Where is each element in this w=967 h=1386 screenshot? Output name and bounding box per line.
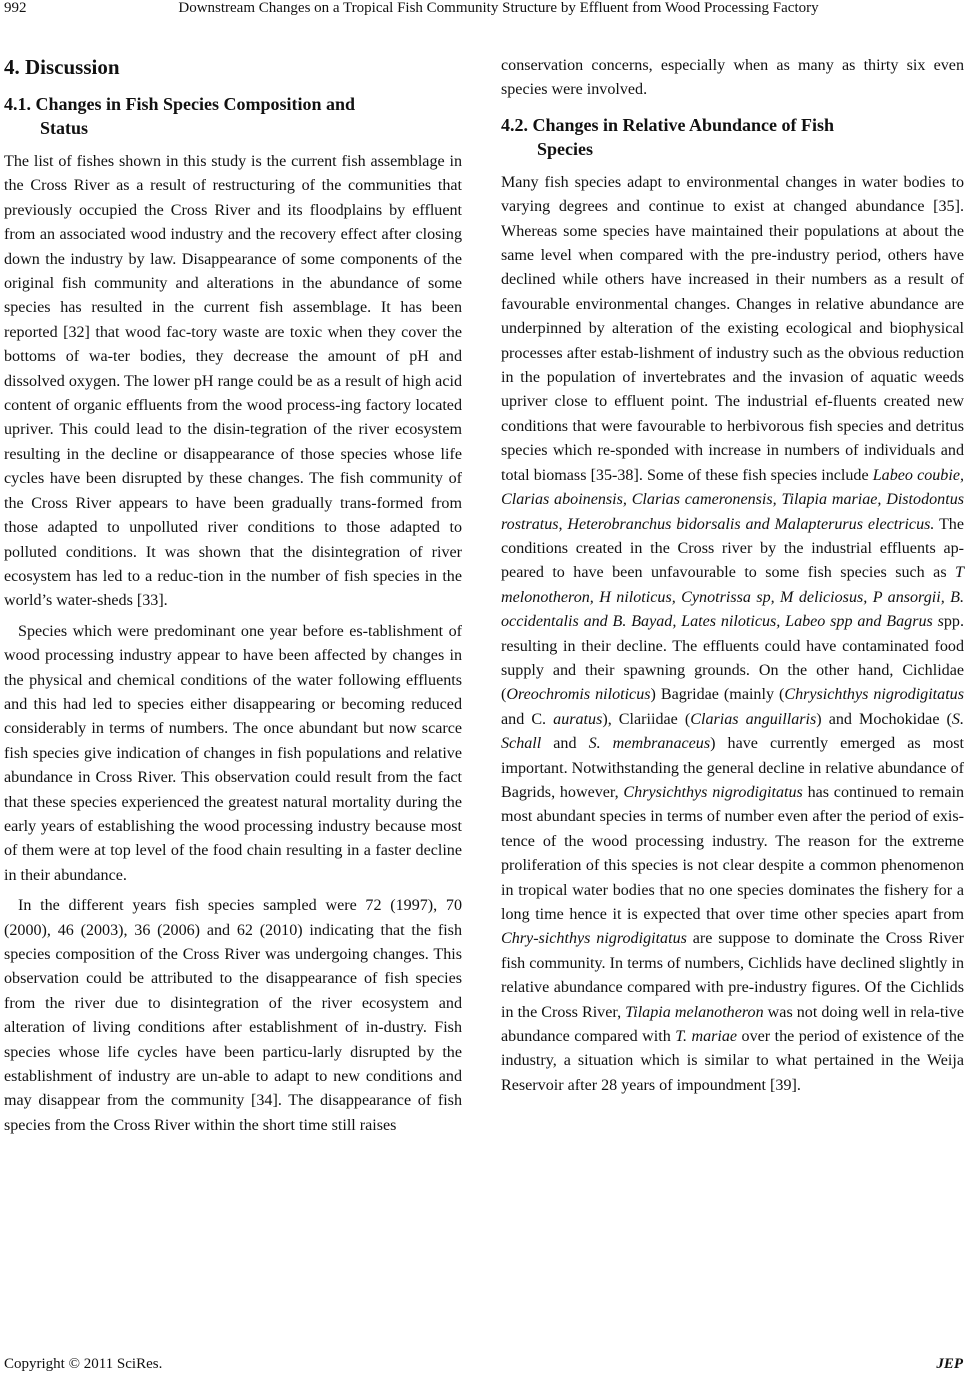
text-run: ) Bagridae (mainly ( <box>650 686 785 704</box>
subsection-title-4-2-line1: 4.2. Changes in Relative Abundance of Fish <box>501 114 835 135</box>
text-run: ) and Mochokidae ( <box>816 710 952 728</box>
left-column <box>4 48 462 1138</box>
page-number: 992 <box>4 0 27 16</box>
paragraph <box>501 171 964 1098</box>
text-run: and <box>541 735 589 753</box>
subsection-title-4-1-line1: 4.1. Changes in Fish Species Composition and <box>4 94 356 114</box>
subsection-title-4-1-line2: Status <box>40 118 89 138</box>
text-run: The conditions created in the Cross river by the industrial effluents ap-peared to have been unfavourable to some fish species such as <box>501 515 964 582</box>
species-name: Chry-sichthys nigrodigitatus <box>501 930 687 948</box>
species-name: Oreochromis niloticus <box>506 686 651 704</box>
running-title: Downstream Changes on a Tropical Fish Community Structure by Effluent from Wood Processing Factory <box>178 0 819 16</box>
text-run: was not doing well in rela-tive abundance compared with <box>501 1003 964 1046</box>
paragraph: The list of fishes shown in this study is the current fish assemblage in the Cross River as a result of restructuring of the communities that previously occupied the Cross River and its floodplains by effluent from an associated wood industry and the recovery effect after closing down the industry by law. Disappearance of some components of the original fish community and alterations in the abundance of some species has resulted in the current fish assemblage. It has been reported [32] that wood fac-tory waste are toxic when they cover the bottoms of wa-ter bodies, they decrease the amount of pH and dissolved oxygen. The lower pH range could be as a result of high acid content of organic effluents from the wood process-ing factory located upriver. This could lead to the disin-tegration of the river ecosystem resulting in the decline or disappearance of those species whose life cycles have been disrupted by these changes. The fish community of the Cross River appears to have been gradually trans-formed from those adapted to unpolluted river conditions to those adapted to polluted conditions. It was shown that the disintegration of river ecosystem has led to a reduc-tion in the number of fish species in the world’s water-sheds [33]. <box>4 153 462 610</box>
text-run: has continued to remain most abundant species in terms of number even after the period of exis-tence of the wood processing industry. The reason for the extreme proliferation of this species is not clear despite a common phenomenon in tropical water bodies that no one species dominates the fishery for a long time hence it is expected that over time other species apart from <box>501 783 964 923</box>
paragraph: In the different years fish species sampled were 72 (1997), 70 (2000), 46 (2003), 36 (2006) and 62 (2010) indicating that the fish species composition of the Cross River was undergoing changes. This observation could be attributed to the disappearance of fish species from the river due to disintegration of the river ecosystem and alteration of living conditions after establishment of in-dustry. Fish species whose life cycles have been particu-larly disrupted by the establishment of industry are un-able to adapt to new conditions and may disappear from the community [34]. The disappearance of fish species from the Cross River within the short time still raises <box>4 897 462 1134</box>
text-run: ) have currently emerged as most important. Notwithstanding the general decline in relative abundance of Bagrids, however, <box>501 735 964 801</box>
text-run: Many fish species adapt to environmental changes in water bodies to varying degrees and continue to exist at changed abundance [35]. Whereas some species have maintained their populations at about the same level when compared with the pre-industry period, others have declined while others have increased in their numbers as a result of favourable environmental changes. Changes in relative abundance are underpinned by alteration of the existing ecological and biophysical processes after estab-lishment of industry such as the obvious reduction in the population of invertebrates and the invasion of aquatic weeds upriver close to effluent point. The industrial ef-fluents created new conditions that were favourable to herbivorous fish species and detritus species which re-sponded with increase in numbers of individuals and total biomass [35-38]. Some of these fish species include <box>501 173 964 484</box>
species-names: Labeo coubie, Clarias aboinensis, Clarias cameronensis, Tilapia mariae, Distodontus rostratus, Heterobranchus bidorsalis and Malapterurus electricus. <box>501 466 964 533</box>
text-run: ), Clariidae ( <box>602 710 691 728</box>
species-name: S. membranaceus <box>588 735 711 753</box>
text-run: pp. resulting in their decline. The effluents could have contaminated food supply and their spawning grounds. On the other hand, Cichlidae ( <box>501 613 964 704</box>
species-names: T melonotheron, H niloticus, Cynotrissa sp, M deliciosus, P ansorgii, B. occidentalis and B. Bayad, Lates niloticus, Labeo spp and Bagrus s <box>501 564 964 631</box>
right-column <box>501 48 964 1098</box>
subsection-title-4-2-line2: Species <box>537 138 593 159</box>
page-footer <box>4 1356 963 1378</box>
species-name: Clarias anguillaris <box>690 710 817 728</box>
species-name: auratus <box>553 710 603 728</box>
section-title: 4. Discussion <box>4 55 120 79</box>
text-run: over the period of existence of the industry, a situation which is similar to what pertained in the Weija Reservoir after 28 years of impoundment [39]. <box>501 1028 965 1094</box>
species-name: S. Schall <box>501 710 964 753</box>
page-header <box>0 0 967 22</box>
copyright: Copyright © 2011 SciRes. <box>4 1356 163 1372</box>
journal-abbrev: JEP <box>936 1356 963 1372</box>
species-name: T. mariae <box>675 1028 738 1046</box>
subsection-title-4-2 <box>501 113 964 161</box>
paragraph: Species which were predominant one year before es-tablishment of wood processing industry appear to have been affected by changes in the physical and chemical conditions of the water following effluents and this had led to species either disappearing or becoming reduced considerably in terms of numbers. The once abundant but now scarce fish species give indication of changes in fish populations and relative abundance in Cross River. This observation could result from the fact that these species experienced the greatest natural mortality during the early years of establishing the wood processing industry because most of them were at top level of the food chain resulting in a faster decline in their abundance. <box>4 622 462 884</box>
text-run: are suppose to dominate the Cross River fish community. In terms of numbers, Cichlids have declined slightly in relative abundance compared with pre-industry figures. Of the Cichlids in the Cross River, <box>501 930 964 1021</box>
subsection-title-4-1 <box>4 92 462 140</box>
species-name: Chrysichthys nigrodigitatus <box>623 783 803 801</box>
text-run: and C. <box>501 710 554 728</box>
species-name: Chrysichthys nigrodigitatus <box>784 686 964 704</box>
paragraph: conservation concerns, especially when as many as thirty six even species were involved. <box>501 57 964 99</box>
species-name: Tilapia melanotheron <box>625 1003 764 1021</box>
